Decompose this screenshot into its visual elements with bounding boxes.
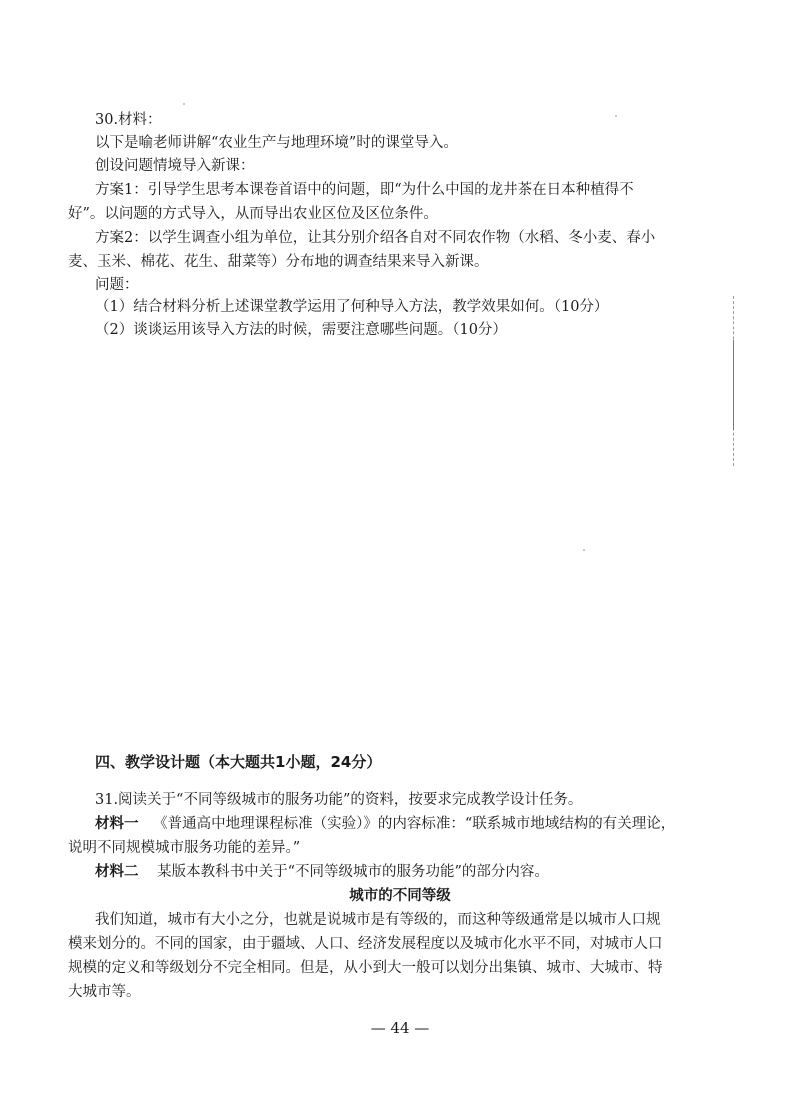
q30-question-2: （2）谈谈运用该导入方法的时候，需要注意哪些问题。（10分） [95,322,507,338]
textbook-subheading: 城市的不同等级 [349,888,451,904]
textbook-paragraph-line3: 规模的定义和等级划分不完全相同。但是，从小到大一般可以划分出集镇、城市、大城市、特 [68,960,663,976]
q31-material-1-line1 [95,814,675,834]
textbook-paragraph-line1: 我们知道，城市有大小之分，也就是说城市是有等级的，而这种等级通常是以城市人口规 [95,912,661,928]
textbook-paragraph-line4: 大城市等。 [68,984,141,1000]
scan-edge-line [733,340,736,430]
material-2-label: 材料二 [95,864,139,880]
q31-material-2 [95,862,549,882]
q30-heading: 30.材料： [95,112,162,128]
q31-intro: 31.阅读关于“不同等级城市的服务功能”的资料，按要求完成教学设计任务。 [95,792,583,808]
q30-intro: 以下是喻老师讲解“农业生产与地理环境”时的课堂导入。 [95,135,458,151]
q30-question-1: （1）结合材料分析上述课堂教学运用了何种导入方法，教学效果如何。（10分） [95,299,609,315]
scan-speck [183,103,185,105]
page-number: — 44 — [370,1019,430,1037]
q30-plan2-line1: 方案2：以学生调查小组为单位，让其分别介绍各自对不同农作物（水稻、冬小麦、春小 [95,230,656,246]
textbook-paragraph-line2: 模来划分的。不同的国家，由于疆域、人口、经济发展程度以及城市化水平不同，对城市人口 [68,936,663,952]
q30-question-label: 问题： [95,277,139,293]
section-4-title: 四、教学设计题（本大题共1小题，24分） [95,753,382,771]
material-1-text: 《普通高中地理课程标准（实验）》的内容标准：“联系城市地域结构的有关理论， [153,816,676,832]
q31-material-1-line2: 说明不同规模城市服务功能的差异。” [68,840,301,856]
scan-speck [615,115,617,117]
material-2-text: 某版本教科书中关于“不同等级城市的服务功能”的部分内容。 [157,864,549,880]
q30-plan1-line2: 好”。以问题的方式导入，从而导出农业区位及区位条件。 [68,206,438,222]
material-1-label: 材料一 [95,816,139,832]
q30-subtitle: 创设问题情境导入新课： [95,158,255,174]
q30-plan1-line1: 方案1：引导学生思考本课卷首语中的问题，即“为什么中国的龙井茶在日本种植得不 [95,182,634,198]
scan-speck [583,549,585,551]
q30-plan2-line2: 麦、玉米、棉花、花生、甜菜等）分布地的调查结果来导入新课。 [68,254,489,270]
